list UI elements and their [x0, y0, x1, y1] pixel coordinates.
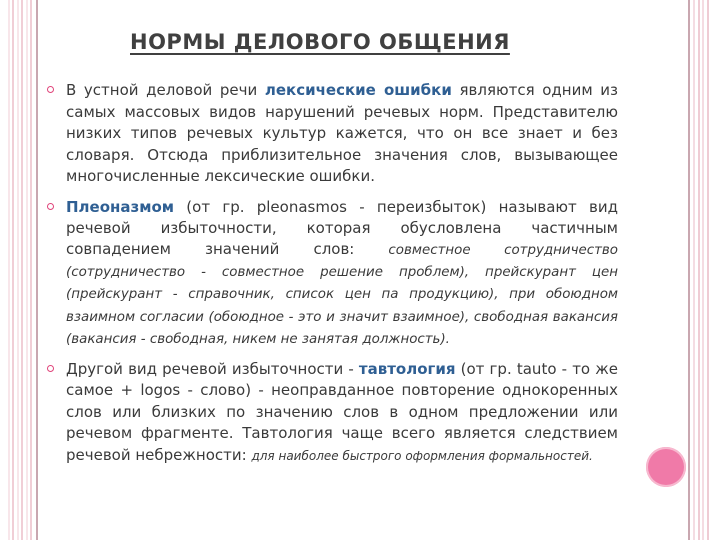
paragraph-pleonasm — [66, 197, 618, 350]
p2-examples: совместное сотрудничество (сотрудничество - совместное решение проблем), прейскурант цен (прейскурант - справочник, список цен па продукцию), при обоюдном взаимном согласии (обоюдное - это и значит взаимное), свободная вакансия (вакансия - свободная, никем не занятая должность). — [66, 242, 618, 347]
term-pleonasm: Плеоназмом — [66, 197, 175, 216]
right-decorative-stripes — [693, 0, 709, 540]
p1-text-after: являются одним из самых массовых видов нарушений речевых норм. Представителю низких типов речевых культур кажется, что он все знает и без словаря. Отсюда приблизительное значения слов, вызывающее многочисленные лексические ошибки. — [66, 81, 618, 185]
slide-title: НОРМЫ ДЕЛОВОГО ОБЩЕНИЯ — [130, 30, 510, 54]
bullet-icon — [47, 86, 54, 93]
p2-text-after: (от гр. pleonasmos - переизбыток) называют вид речевой избыточности, которая обусловлена частичным совпадением значений слов: — [66, 197, 618, 258]
p1-text-before: В устной деловой речи — [66, 81, 265, 99]
paragraph-lexical-errors — [66, 80, 618, 188]
decorative-circle-icon — [646, 447, 686, 487]
term-tautology: тавтология — [358, 359, 456, 378]
term-lexical-errors: лексические ошибки — [264, 81, 452, 99]
paragraph-tautology — [66, 359, 618, 468]
left-decorative-stripes — [8, 0, 34, 540]
p3-text-before: Другой вид речевой избыточности - — [66, 359, 359, 378]
bullet-icon — [47, 365, 54, 372]
p3-text-after: (от гр. tauto - то же самое + logos - слово) - неоправданное повторение однокоренных слов или близких по значению слов в одном предложении или речевом фрагменте. Тавтология чаще всего является следствием речевой небрежности: — [66, 359, 618, 464]
slide-content — [66, 80, 618, 476]
p3-example: для наиболее быстрого оформления формальностей. — [251, 448, 593, 463]
bullet-icon — [47, 203, 54, 210]
